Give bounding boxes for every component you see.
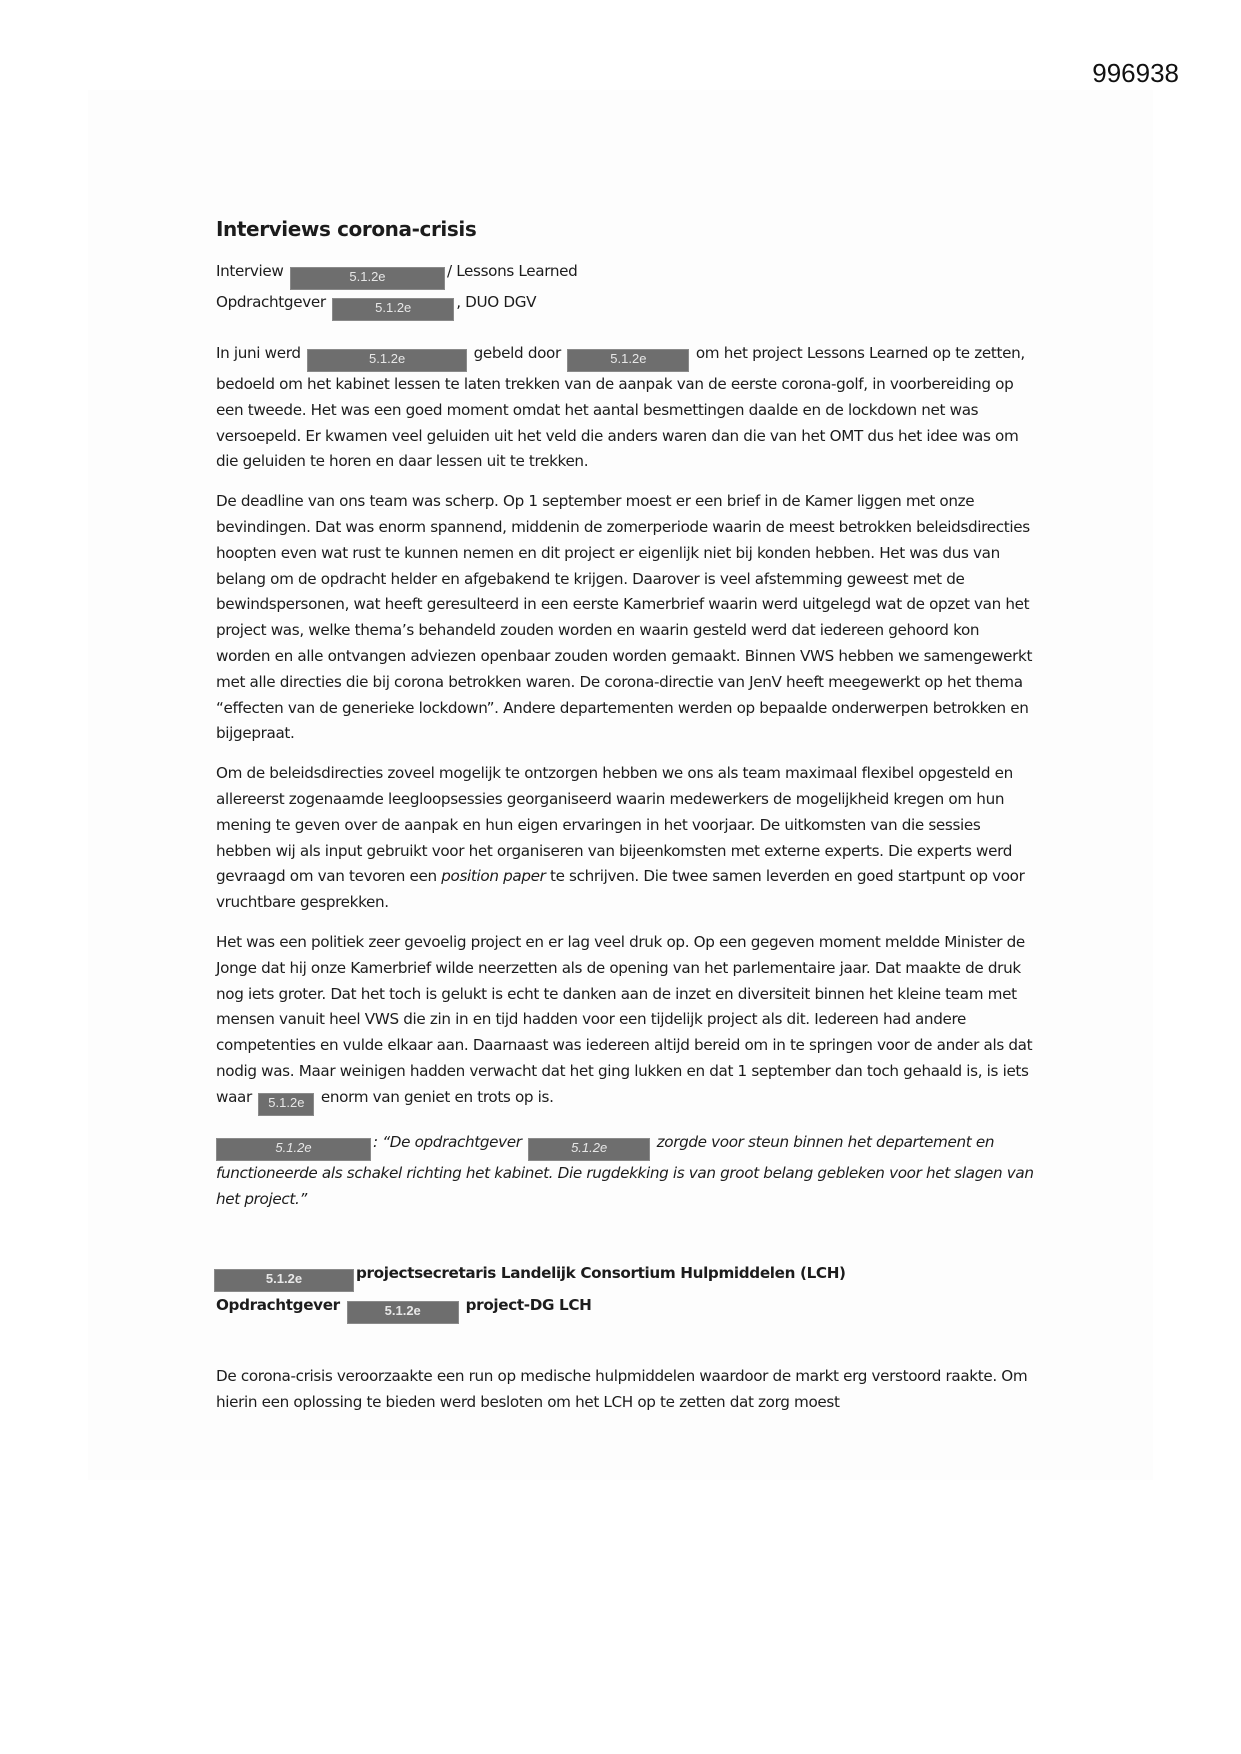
text: gebeld door <box>473 344 561 362</box>
interview1-line1 <box>216 259 1036 290</box>
redaction-box: 5.1.2e <box>214 1269 354 1292</box>
document-id: 996938 <box>1092 58 1179 88</box>
interview2-line2 <box>216 1292 1036 1324</box>
label-lessons-learned: / Lessons Learned <box>446 262 578 280</box>
label-projectsecretaris: projectsecretaris Landelijk Consortium Hulpmiddelen (LCH) <box>356 1264 846 1283</box>
paragraph-3 <box>216 761 1036 916</box>
redaction-box: 5.1.2e <box>258 1093 314 1116</box>
redaction-box: 5.1.2e <box>216 1138 371 1161</box>
italic-text: position paper <box>441 867 546 886</box>
label-opdrachtgever: Opdrachtgever <box>216 1296 340 1315</box>
text: om het project Lessons Learned op te zetten, bedoeld om het kabinet lessen te laten trekken van de aanpak van de eerste corona-golf, in voorbereiding op een tweede. Het was een goed moment omdat het aantal besmettingen daalde en de lockdown net was versoepeld. Er kwamen veel geluiden uit het veld die anders waren dan die van het OMT dus het idee was om die geluiden te horen en daar lessen uit te trekken. <box>216 344 1025 471</box>
interview1-line2 <box>216 290 1036 321</box>
redaction-box: 5.1.2e <box>347 1301 459 1324</box>
label-duo-dgv: , DUO DGV <box>456 293 537 311</box>
interview2-header <box>216 1260 1036 1324</box>
redaction-box: 5.1.2e <box>332 298 454 321</box>
document-content <box>216 215 1036 1430</box>
text: enorm van geniet en trots op is. <box>320 1087 554 1106</box>
quote-paragraph <box>216 1130 1036 1213</box>
document-title: Interviews corona-crisis <box>216 217 477 241</box>
text: Het was een politiek zeer gevoelig project en er lag veel druk op. Op een gegeven moment meldde Minister de Jonge dat hij onze Kamerbrief wilde neerzetten als de opening van het parlementaire jaar. Dat maakte de druk nog iets groter. Dat het toch is gelukt is echt te danken aan de inzet en diversiteit binnen het kleine team met mensen vanuit heel VWS die zin in en tijd hadden voor een tijdelijk project als dit. Iedereen had andere competenties en vulde elkaar aan. Daarnaast was iedereen altijd bereid om in te springen voor de ander als dat nodig was. Maar weinigen hadden verwacht dat het ging lukken en dat 1 september dan toch gehaald is, is iets waar <box>216 932 1033 1106</box>
text: Om de beleidsdirecties zoveel mogelijk te ontzorgen hebben we ons als team maximaal flexibel opgesteld en allereerst zogenaamde leegloopsessies georganiseerd waarin medewerkers de mogelijkheid kregen om hun mening te geven over de aanpak en hun eigen ervaringen in het voorjaar. De uitkomsten van die sessies hebben wij als input gebruikt voor het organiseren van bijeenkomsten met externe experts. Die experts werd gevraagd om van tevoren een <box>216 764 1013 886</box>
interview1-header <box>216 259 1036 321</box>
redaction-box: 5.1.2e <box>290 267 445 290</box>
interview2-paragraph-1: De corona-crisis veroorzaakte een run op medische hulpmiddelen waardoor de markt erg verstoord raakte. Om hierin een oplossing te bieden werd besloten om het LCH op te zetten dat zorg moest <box>216 1367 1028 1412</box>
redaction-box: 5.1.2e <box>528 1138 650 1161</box>
label-opdrachtgever: Opdrachtgever <box>216 293 326 311</box>
text: te schrijven. Die twee samen leverden en goed startpunt op voor vruchtbare gesprekken. <box>216 867 1025 912</box>
paragraph-1 <box>216 341 1036 475</box>
redaction-box: 5.1.2e <box>307 349 467 372</box>
interview2-line1 <box>216 1260 1036 1292</box>
text: In juni werd <box>216 344 301 362</box>
text: zorgde voor steun binnen het departement en functioneerde als schakel richting het kabinet. Die rugdekking is van groot belang gebleken voor het slagen van het project.” <box>216 1132 1034 1208</box>
redaction-box: 5.1.2e <box>567 349 689 372</box>
paragraph-4 <box>216 930 1036 1116</box>
paragraph-2: De deadline van ons team was scherp. Op 1 september moest er een brief in de Kamer liggen met onze bevindingen. Dat was enorm spannend, middenin de zomerperiode waarin de meest betrokken beleidsdirecties hoopten even wat rust te kunnen nemen en dit project er eigenlijk niet bij konden hebben. Het was dus van belang om de opdracht helder en afgebakend te krijgen. Daarover is veel afstemming geweest met de bewindspersonen, wat heeft geresulteerd in een eerste Kamerbrief waarin werd uitgelegd wat de opzet van het project was, welke thema’s behandeld zouden worden en waarin gesteld werd dat iedereen gehoord kon worden en alle ontvangen adviezen openbaar zouden worden gemaakt. Binnen VWS hebben we samengewerkt met alle directies die bij corona betrokken waren. De corona-directie van JenV heeft meegewerkt op het thema “effecten van de generieke lockdown”. Andere departementen werden op bepaalde onderwerpen betrokken en bijgepraat. <box>216 492 1033 743</box>
label-project-dg: project-DG LCH <box>465 1296 592 1315</box>
label-interview: Interview <box>216 262 284 280</box>
text: : “De opdrachtgever <box>373 1132 522 1151</box>
